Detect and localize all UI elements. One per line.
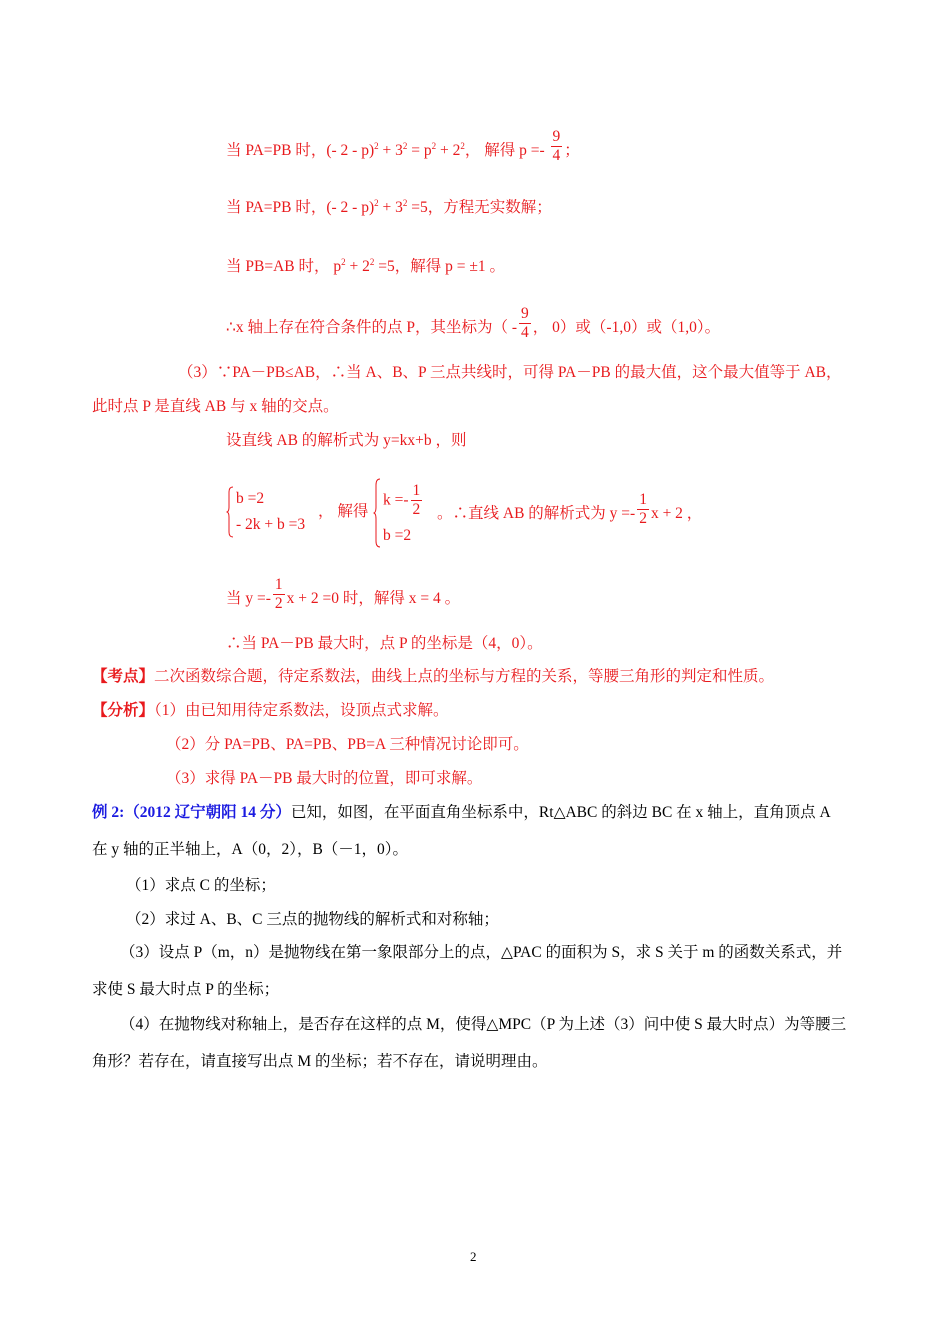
fraction: $\frac{9}{4}$ [521, 305, 529, 341]
fraction: $\frac{1}{2}$ [412, 482, 421, 518]
conclusion-points: ∴x 轴上存在符合条件的点 P，其坐标为（ - $\frac{9}{4}$ ， 0）或（-1,0）或（1,0）。 [226, 305, 721, 341]
equation-system-1: b =2 - 2k + b =3 [226, 486, 326, 538]
line-ab-result: 。∴直线 AB 的解析式为 y =- $\frac{1}{2}$ x + 2 ， [437, 491, 703, 527]
example-line1: 例 2:（2012 辽宁朝阳 14 分）已知，如图，在平面直角坐标系中，Rt△ABC 的斜边 BC 在 x 轴上，直角顶点 A [92, 804, 831, 821]
case-pa-pb-2: 当 PA=PB 时，(- $2 - p)^2 + 3^2 =5$，方程无实数解； [226, 198, 552, 216]
case-pb-ab: 当 PB=AB 时， $p^2 + 2^2 =5$，解得 p = ±1 。 [226, 257, 505, 275]
kaodian: 【考点】二次函数综合题，待定系数法，曲线上点的坐标与方程的关系，等腰三角形的判定和性质。 [92, 668, 775, 685]
example-label: 例 2:（2012 辽宁朝阳 14 分） [92, 804, 291, 821]
example-line2: 在 y 轴的正半轴上，A（0，2），B（－1，0）。 [92, 841, 409, 858]
question-4a: （4）在抛物线对称轴上，是否存在这样的点 M，使得△MPC（P 为上述（3）问中使 S 最大时点）为等腰三 [120, 1016, 847, 1033]
fenxi-step3: （3）求得 PA－PB 最大时的位置，即可求解。 [166, 770, 483, 787]
part3-line1: （3）∵PA－PB≤AB，∴当 A、B、P 三点共线时，可得 PA－PB 的最大值，这个最大值等于 AB， [178, 364, 842, 381]
left-brace-icon [226, 486, 234, 538]
fraction: $\frac{9}{4}$ [552, 128, 561, 164]
fraction: $\frac{1}{2}$ [274, 576, 283, 612]
set-line: 设直线 AB 的解析式为 y=kx+b ，则 [226, 432, 467, 449]
question-3a: （3）设点 P（m，n）是抛物线在第一象限部分上的点，△PAC 的面积为 S，求 S 关于 m 的函数关系式，并 [120, 944, 843, 961]
solve-label: ， 解得 [318, 503, 369, 520]
question-1: （1）求点 C 的坐标； [126, 877, 276, 894]
part3-line2: 此时点 P 是直线 AB 与 x 轴的交点。 [92, 398, 339, 415]
solve-x: 当 y =- $\frac{1}{2}$ x + 2 =0 时，解得 x = 4 。 [226, 576, 461, 612]
fenxi: 【分析】（1）由已知用待定系数法，设顶点式求解。 [92, 702, 449, 719]
case-pa-pb-1: 当 PA=PB 时，(- $2 - p)^2 + 3^2 = p^2 + 2^2$， 解得 p =- $\frac{9}{4}$ ； [226, 128, 580, 164]
final-answer: ∴当 PA－PB 最大时，点 P 的坐标是（4，0）。 [226, 635, 543, 652]
fraction: $\frac{1}{2}$ [639, 491, 647, 527]
fenxi-tag: 【分析】 [92, 702, 155, 719]
question-2: （2）求过 A、B、C 三点的抛物线的解析式和对称轴； [126, 911, 499, 928]
equation-system-2: k =- $\frac{1}{2}$ b =2 [373, 478, 443, 548]
question-4b: 角形？若存在，请直接写出点 M 的坐标；若不存在，请说明理由。 [92, 1053, 548, 1070]
page-number: 2 [470, 1249, 477, 1264]
question-3b: 求使 S 最大时点 P 的坐标； [92, 981, 280, 998]
fenxi-step2: （2）分 PA=PB、PA=PB、PB=A 三种情况讨论即可。 [166, 736, 529, 753]
kaodian-tag: 【考点】 [92, 668, 155, 685]
left-brace-icon [373, 478, 381, 548]
